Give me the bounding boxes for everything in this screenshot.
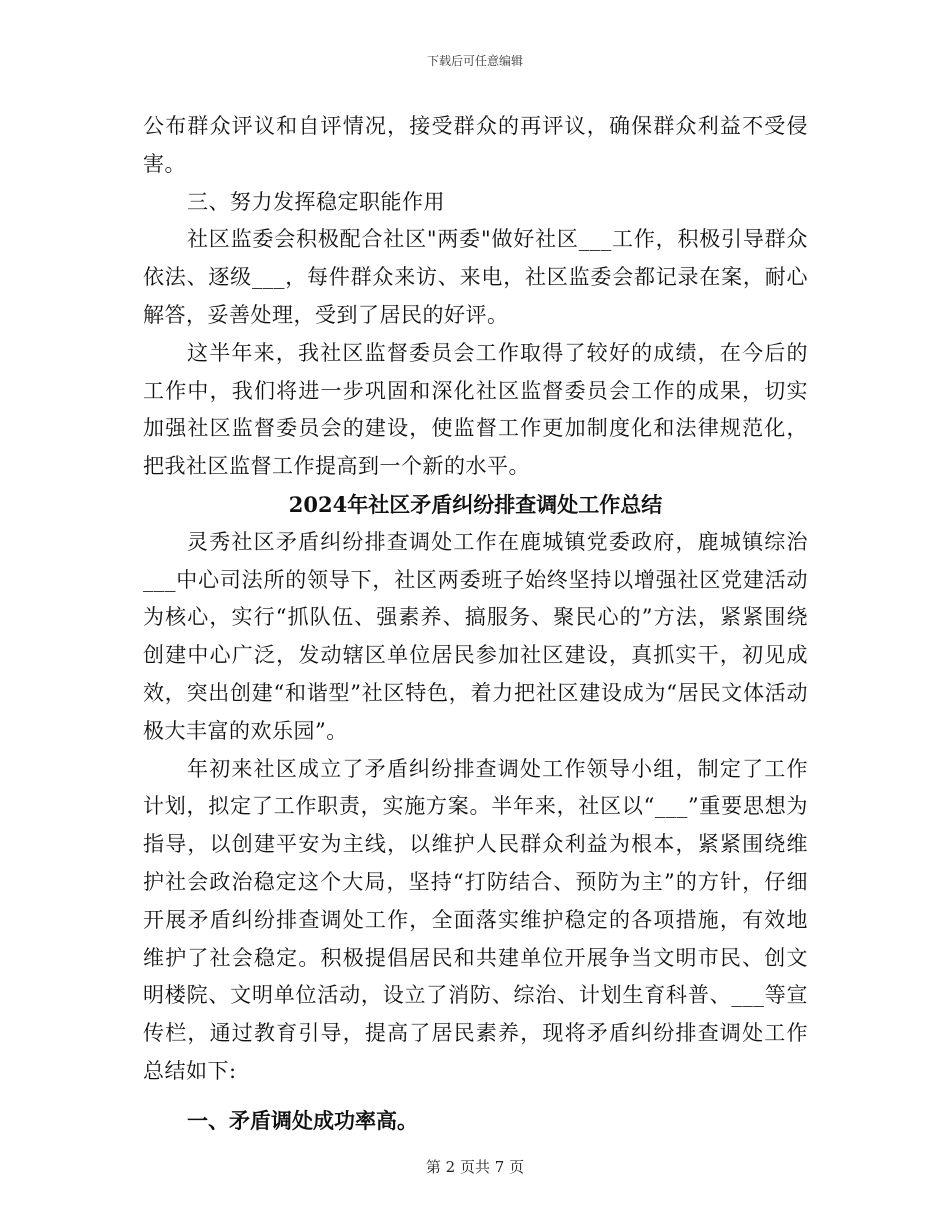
paragraph-stability: 社区监委会积极配合社区"两委"做好社区___工作，积极引导群众依法、逐级___，每件群众来访、来电，社区监委会都记录在案，耐心解答，妥善处理，受到了居民的好评。: [143, 227, 808, 327]
paragraph-overview: 年初来社区成立了矛盾纠纷排查调处工作领导小组，制定了工作计划，拟定了工作职责，实施方案。半年来，社区以“___”重要思想为指导，以创建平安为主线，以维护人民群众利益为根本，紧紧围绕维护社会政治稳定这个大局，坚持“打防结合、预防为主”的方针，仔细开展矛盾纠纷排查调处工作，全面落实维护稳定的各项措施，有效地维护了社会稳定。积极提倡居民和共建单位开展争当文明市民、创文明楼院、文明单位活动，设立了消防、综治、计划生育科普、___等宣传栏，通过教育引导，提高了居民素养，现将矛盾纠纷排查调处工作总结如下:: [143, 756, 808, 1083]
section-heading-one: 一、矛盾调处成功率高。: [187, 1107, 418, 1133]
paragraph-summary: 这半年来，我社区监督委员会工作取得了较好的成绩，在今后的工作中，我们将进一步巩固和深化社区监督委员会工作的成果，切实加强社区监督委员会的建设，使监督工作更加制度化和法律规范化，把我社区监督工作提高到一个新的水平。: [143, 340, 808, 479]
paragraph-continuation: 公布群众评议和自评情况，接受群众的再评议，确保群众利益不受侵害。: [143, 114, 808, 176]
document-title: 2024年社区矛盾纠纷排查调处工作总结: [288, 491, 663, 517]
page-header: 下载后可任意编辑: [426, 54, 523, 68]
page-footer: 第 2 页共 7 页: [425, 1158, 525, 1176]
section-heading-three: 三、努力发挥稳定职能作用: [187, 189, 445, 214]
paragraph-intro: 灵秀社区矛盾纠纷排查调处工作在鹿城镇党委政府，鹿城镇综治___中心司法所的领导下，社区两委班子始终坚持以增强社区党建活动为核心，实行“抓队伍、强素养、搞服务、聚民心的”方法，紧紧围绕创建中心广泛，发动辖区单位居民参加社区建设，真抓实干，初见成效，突出创建“和谐型”社区特色，着力把社区建设成为“居民文体活动极大丰富的欢乐园”。: [143, 529, 808, 743]
document-body: [143, 108, 808, 1140]
